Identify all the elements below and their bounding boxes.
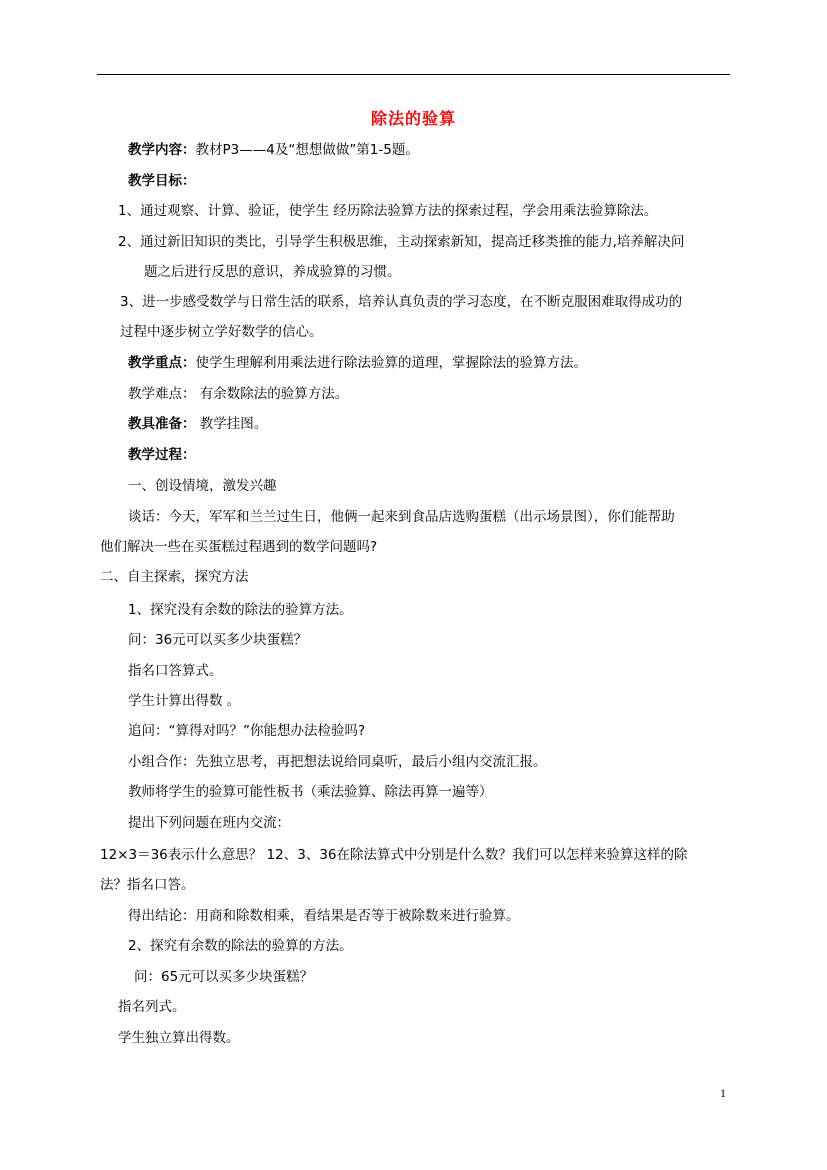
goal-3a: 3、进一步感受数学与日常生活的联系，培养认真负责的学习态度，在不断克服困难取得成功的 <box>120 294 683 310</box>
talk-a: 谈话：今天，军军和兰兰过生日，他俩一起来到食品店选购蛋糕（出示场景图），你们能帮助 <box>128 509 675 525</box>
ask-2: 指名列式。 <box>118 999 186 1015</box>
page-title: 除法的验算 <box>370 109 456 128</box>
sub-1: 1、探究没有余数的除法的验算方法。 <box>128 602 353 618</box>
tools-label: 教具准备： <box>128 416 196 432</box>
tools-text: 教学挂图。 <box>195 416 268 432</box>
key-label: 教学重点： <box>128 355 196 371</box>
goal-2b: 题之后进行反思的意识，养成验算的习惯。 <box>144 264 401 280</box>
question-2: 问：65元可以买多少块蛋糕？ <box>134 969 314 985</box>
equation-b: 法？指名口答。 <box>100 877 195 893</box>
difficulty-line: 教学难点： 有余数除法的验算方法。 <box>128 386 349 402</box>
goal-1: 1、通过观察、计算、验证，使学生 经历除法验算方法的探索过程，学会用乘法验算除法。 <box>118 203 658 219</box>
tools-line <box>128 414 267 434</box>
conclusion: 得出结论：用商和除数相乘，看结果是否等于被除数来进行验算。 <box>128 908 520 924</box>
talk-b: 他们解决一些在买蛋糕过程遇到的数学问题吗? <box>100 539 378 555</box>
content-label: 教学内容： <box>128 142 196 158</box>
step-2: 二、自主探索，探究方法 <box>100 569 249 585</box>
goal-3b: 过程中逐步树立学好数学的信心。 <box>120 324 323 340</box>
teacher-note: 教师将学生的验算可能性板书（乘法验算、除法再算一遍等） <box>128 784 493 800</box>
content-text: 教材P3——4及“想想做做”第1-5题。 <box>195 142 419 158</box>
calc-1: 学生计算出得数 。 <box>128 693 241 709</box>
goal-2a: 2、通过新旧知识的类比，引导学生积极思维，主动探索新知，提高迁移类推的能力,培养解决问 <box>118 234 685 250</box>
question-1: 问：36元可以买多少块蛋糕？ <box>128 632 308 648</box>
raise-question: 提出下列问题在班内交流： <box>128 815 290 831</box>
sub-2: 2、探究有余数的除法的验算的方法。 <box>128 938 353 954</box>
group-work: 小组合作：先独立思考，再把想法说给同桌听，最后小组内交流汇报。 <box>128 754 547 770</box>
follow-up: 追问：“算得对吗？”你能想办法检验吗? <box>128 723 366 739</box>
step-1: 一、创设情境，激发兴趣 <box>128 478 277 494</box>
key-text: 使学生理解利用乘法进行除法验算的道理，掌握除法的验算方法。 <box>195 355 587 371</box>
calc-2: 学生独立算出得数。 <box>118 1030 240 1046</box>
process-label: 教学过程： <box>128 447 196 463</box>
header-rule <box>97 74 730 75</box>
key-line <box>128 353 587 373</box>
content-line <box>128 140 419 160</box>
goals-label: 教学目标： <box>128 173 196 189</box>
equation-a: 12×3＝36表示什么意思？ 12、3、36在除法算式中分别是什么数？我们可以怎样来验算这样的除 <box>100 847 688 863</box>
page-number: 1 <box>720 1086 726 1100</box>
ask-1: 指名口答算式。 <box>128 663 223 679</box>
